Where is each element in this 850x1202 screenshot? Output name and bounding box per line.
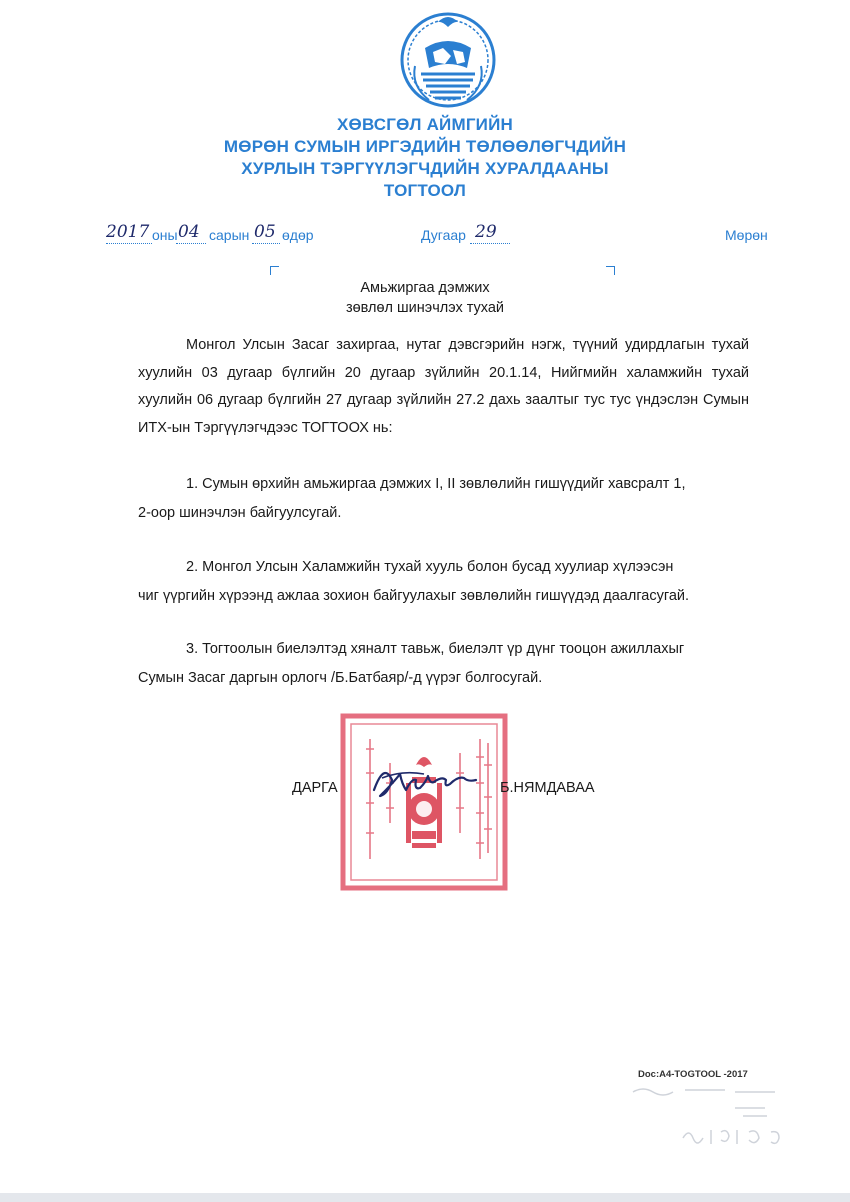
header-line-presidium: ХУРЛЫН ТЭРГҮҮЛЭГЧДИЙН ХУРАЛДААНЫ <box>241 159 609 178</box>
bleed-through-marks <box>625 1082 805 1152</box>
day-value: 05 <box>254 222 276 242</box>
decree-item-3-line-1: 3. Тогтоолын биелэлтэд хяналт тавьж, биелэлт үр дүнг тооцон ажиллахыг <box>186 641 685 657</box>
subject-line-2: зөвлөл шинэчлэх тухай <box>345 300 505 316</box>
scan-edge <box>0 1193 850 1202</box>
month-suffix: сарын <box>209 227 250 243</box>
bracket-right <box>606 266 615 275</box>
bracket-left <box>270 266 279 275</box>
decree-item-1-line-1: 1. Сумын өрхийн амьжиргаа дэмжих I, II зөвлөлийн гишүүдийг хавсралт 1, <box>186 476 686 492</box>
header-line-decree: ТОГТООЛ <box>383 181 467 200</box>
subject-line-1: Амьжиргаа дэмжих <box>360 280 490 296</box>
decree-item-3 <box>138 635 753 693</box>
number-value: 29 <box>475 222 497 242</box>
month-value: 04 <box>178 222 200 242</box>
decree-item-2 <box>138 553 753 611</box>
date-line <box>0 222 850 248</box>
decree-item-1-line-2: 2-оор шинэчлэн байгуулсугай. <box>138 505 342 521</box>
preamble-paragraph: Монгол Улсын Засаг захиргаа, нутаг дэвсгэрийн нэгж, түүний удирдлагын тухай хуулийн 03 дугаар бүлгийн 20 дугаар зүйлийн 20.1.14, Нийгмийн халамжийн тухай хуулийн 06 дугаар бүлгийн 27 дугаар зүйлийн 27.2 дахь заалтыг тус тус үндэслэн Сумын ИТХ-ын Тэргүүлэгчдээс ТОГТООХ нь: <box>138 337 749 436</box>
year-suffix: оны <box>152 227 178 243</box>
decree-item-2-line-2: чиг үүргийн хүрээнд ажлаа зохион байгуулахыг зөвлөлийн гишүүдэд даалгасугай. <box>138 588 690 604</box>
header-line-province: ХӨВСГӨЛ АЙМГИЙН <box>337 115 513 134</box>
signer-title: ДАРГА <box>292 780 338 796</box>
decree-item-2-line-1: 2. Монгол Улсын Халамжийн тухай хууль болон бусад хуулиар хүлээсэн <box>186 559 674 575</box>
decree-item-3-line-2: Сумын Засаг даргын орлогч /Б.Батбаяр/-д үүрэг болгосугай. <box>138 670 543 686</box>
signer-name: Б.НЯМДАВАА <box>500 780 595 796</box>
document-reference: Doc:A4-TOGTOOL -2017 <box>638 1069 748 1080</box>
place-name: Мөрөн <box>725 227 768 243</box>
state-emblem-icon <box>399 8 497 112</box>
year-value: 2017 <box>106 222 150 242</box>
handwritten-signature-icon <box>368 760 480 808</box>
header-line-council: МӨРӨН СУМЫН ИРГЭДИЙН ТӨЛӨӨЛӨГЧДИЙН <box>223 137 627 156</box>
decree-item-1 <box>138 470 753 528</box>
number-label: Дугаар <box>421 227 466 243</box>
day-suffix: өдөр <box>282 227 314 243</box>
